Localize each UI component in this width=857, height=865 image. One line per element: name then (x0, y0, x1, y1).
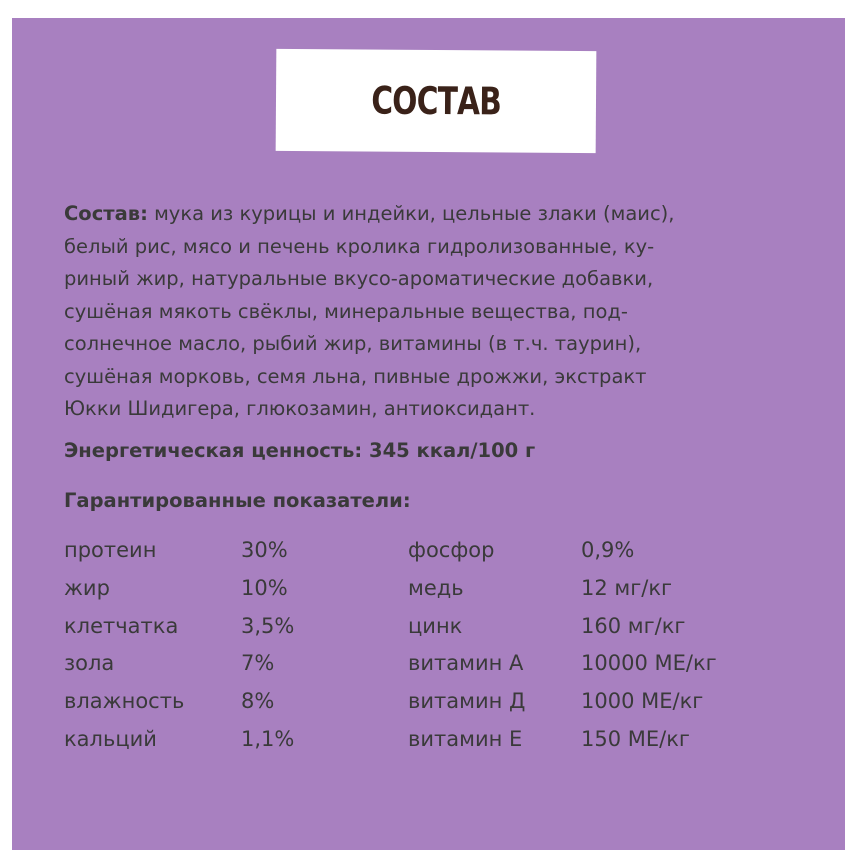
nutrient-row (64, 686, 784, 724)
nutrient-name: кальций (64, 726, 157, 751)
nutrient-value: 3,5% (241, 613, 295, 638)
nutrient-row (64, 724, 784, 762)
composition-line-6: сушёная морковь, семя льна, пивные дрожжи, экстракт (64, 364, 647, 388)
composition-paragraph (64, 198, 824, 426)
composition-line-3: риный жир, натуральные вкусо-ароматические добавки, (64, 267, 654, 290)
energy-value: Энергетическая ценность: 345 ккал/100 г (64, 439, 536, 462)
nutrient-name: витамин А (408, 651, 524, 676)
title-banner (276, 49, 597, 153)
page-title: СОСТАВ (370, 78, 502, 124)
nutrient-row (64, 611, 784, 649)
nutrient-value: 10000 МЕ/кг (581, 651, 717, 676)
composition-line-7: Юкки Шидигера, глюкозамин, антиоксидант. (64, 397, 536, 420)
nutrient-row (64, 535, 784, 573)
guaranteed-heading: Гарантированные показатели: (64, 489, 411, 512)
nutrient-name: фосфор (408, 538, 495, 562)
composition-line-2: белый рис, мясо и печень кролика гидролизованные, ку- (64, 234, 655, 258)
nutrient-name: витамин Е (408, 726, 523, 751)
nutrient-name: протеин (64, 538, 157, 562)
composition-text: мука из курицы и индейки, цельные злаки (маис), (147, 202, 675, 225)
nutrient-value: 30% (241, 538, 288, 562)
nutrient-name: влажность (64, 689, 185, 714)
nutrient-value: 10% (241, 575, 288, 600)
nutrient-value: 150 МЕ/кг (581, 726, 690, 751)
nutrient-name: жир (64, 575, 110, 600)
composition-label: Состав: (64, 202, 148, 225)
nutrient-value: 7% (241, 651, 275, 676)
nutrient-name: зола (64, 651, 115, 676)
nutrient-row (64, 573, 784, 611)
nutrient-value: 160 мг/кг (581, 613, 686, 638)
nutrient-value: 1,1% (241, 726, 295, 751)
nutrient-name: витамин Д (408, 689, 526, 714)
nutrient-value: 1000 МЕ/кг (581, 689, 704, 714)
nutrients-table (64, 535, 784, 762)
nutrient-name: цинк (408, 613, 463, 638)
nutrient-value: 8% (241, 689, 275, 714)
nutrient-name: клетчатка (64, 613, 179, 638)
composition-line-4: сушёная мякоть свёклы, минеральные вещества, под- (64, 299, 628, 323)
nutrient-name: медь (408, 575, 464, 600)
composition-line-5: солнечное масло, рыбий жир, витамины (в т.ч. таурин), (64, 332, 642, 355)
composition-line-1 (64, 198, 824, 231)
nutrient-value: 12 мг/кг (581, 575, 673, 600)
nutrient-value: 0,9% (581, 538, 635, 562)
nutrient-row (64, 648, 784, 686)
